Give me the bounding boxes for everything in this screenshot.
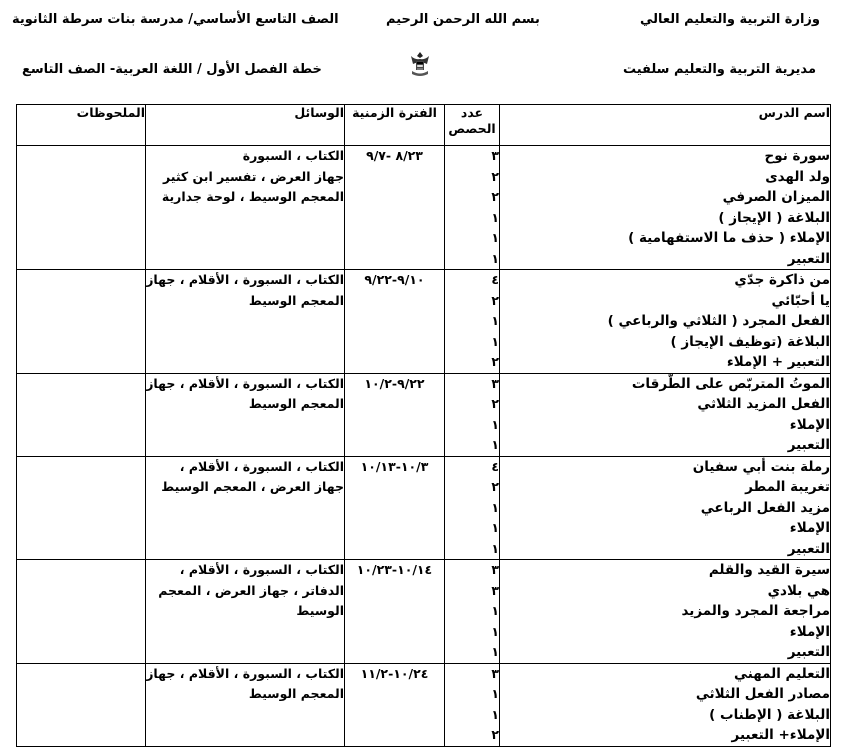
lesson-name: البلاغة (توظيف الإيجاز ) bbox=[670, 333, 830, 350]
lesson-name: ولد الهدى bbox=[765, 168, 830, 185]
lessons-cell bbox=[500, 373, 831, 456]
lesson-name: رملة بنت أبي سفيان bbox=[692, 458, 830, 475]
notes-cell bbox=[17, 270, 146, 374]
tools-cell bbox=[146, 270, 345, 374]
tool-line: الوسيط bbox=[296, 603, 344, 618]
periods-cell bbox=[445, 270, 500, 374]
lesson-name: التعبير bbox=[787, 540, 830, 557]
lesson-periods: ٤ bbox=[491, 272, 499, 287]
timeframe-value: ١٠/١٤-١٠/٢٣ bbox=[356, 562, 433, 577]
lesson-periods: ١ bbox=[491, 706, 499, 722]
tool-line: الكتاب ، السبورة bbox=[242, 148, 344, 163]
notes-cell bbox=[17, 663, 146, 746]
timeframe-cell bbox=[345, 456, 445, 560]
lesson-name: التعبير + الإملاء bbox=[726, 354, 830, 370]
table-row bbox=[17, 373, 831, 456]
palestine-emblem-icon bbox=[407, 50, 433, 78]
lessons-cell bbox=[500, 270, 831, 374]
tool-line: الكتاب ، السبورة ، الأقلام ، جهاز bbox=[146, 272, 344, 287]
lesson-periods: ٢ bbox=[491, 396, 499, 411]
periods-cell bbox=[445, 373, 500, 456]
table-row bbox=[17, 270, 831, 374]
table-row bbox=[17, 146, 831, 270]
timeframe-cell bbox=[345, 663, 445, 746]
timeframe-value: ١٠/٣-١٠/١٣ bbox=[360, 458, 429, 474]
timeframe-value: ٩/٢٢-١٠/٢ bbox=[364, 375, 425, 391]
basmala: بسم الله الرحمن الرحيم bbox=[386, 12, 540, 27]
tool-line: جهاز العرض ، المعجم الوسيط bbox=[161, 479, 344, 494]
lesson-periods: ١ bbox=[491, 416, 499, 432]
periods-cell bbox=[445, 663, 500, 746]
lessons-cell bbox=[500, 560, 831, 664]
table-row bbox=[17, 456, 831, 560]
lesson-name: البلاغة ( الإيجاز ) bbox=[718, 209, 830, 226]
lesson-periods: ٣ bbox=[491, 562, 499, 577]
lesson-name: تغريبة المطر bbox=[745, 479, 830, 495]
lesson-name: مزيد الفعل الرباعي bbox=[700, 499, 830, 516]
lesson-periods: ١ bbox=[491, 313, 499, 328]
lesson-name: الفعل المزيد الثلاثي bbox=[697, 396, 830, 412]
lessons-cell bbox=[500, 663, 831, 746]
lesson-name: التعبير bbox=[787, 250, 830, 267]
tool-line: المعجم الوسيط bbox=[248, 686, 344, 701]
directorate-title: مديرية التربية والتعليم سلفيت bbox=[622, 62, 816, 77]
timeframe-cell bbox=[345, 146, 445, 270]
lesson-name: التعبير bbox=[787, 644, 830, 660]
lesson-periods: ١ bbox=[491, 686, 499, 701]
lesson-periods: ١ bbox=[491, 333, 499, 349]
lesson-periods: ١ bbox=[491, 499, 499, 515]
timeframe-cell bbox=[345, 270, 445, 374]
lessons-cell bbox=[500, 146, 831, 270]
timeframe-value: ١٠/٢٤-١١/٢ bbox=[360, 665, 429, 681]
tools-cell bbox=[146, 663, 345, 746]
lesson-periods: ٢ bbox=[491, 292, 499, 308]
lesson-periods: ٣ bbox=[491, 665, 499, 681]
lesson-periods: ٢ bbox=[491, 354, 499, 369]
lesson-periods: ١ bbox=[491, 209, 499, 225]
lesson-name: الفعل المجرد ( الثلاثي والرباعي ) bbox=[607, 313, 830, 329]
lesson-name: سيرة القيد والقلم bbox=[708, 562, 830, 578]
tool-line: الكتاب ، السبورة ، الأقلام ، bbox=[179, 562, 344, 577]
tools-cell bbox=[146, 560, 345, 664]
tool-line: المعجم الوسيط bbox=[248, 396, 344, 411]
col-periods-header-line2: الحصص bbox=[448, 121, 496, 136]
lesson-name: مراجعة المجرد والمزيد bbox=[681, 603, 830, 619]
lesson-periods: ٢ bbox=[491, 479, 499, 494]
lesson-periods: ٢ bbox=[491, 168, 499, 184]
col-lesson-header: اسم الدرس bbox=[500, 105, 831, 146]
lesson-name: الموتُ المتربّص على الطّرقات bbox=[631, 375, 830, 392]
tool-line: الكتاب ، السبورة ، الأقلام ، bbox=[179, 458, 344, 474]
notes-cell bbox=[17, 373, 146, 456]
lesson-name: الإملاء ( حذف ما الاستفهامية ) bbox=[628, 230, 830, 246]
table-row bbox=[17, 560, 831, 664]
lesson-name: يا أحبّائي bbox=[771, 292, 830, 309]
ministry-title: وزارة التربية والتعليم العالي bbox=[639, 12, 820, 27]
table-header-row bbox=[17, 105, 831, 146]
timeframe-value: ٩/١٠-٩/٢٢ bbox=[364, 272, 425, 287]
lesson-name: الإملاء bbox=[789, 416, 830, 433]
class-school: الصف التاسع الأساسي/ مدرسة بنات سرطة الثانوية bbox=[12, 12, 339, 27]
lesson-periods: ١ bbox=[491, 520, 499, 535]
lesson-name: الإملاء bbox=[789, 623, 830, 640]
lesson-name: الإملاء+ التعبير bbox=[731, 727, 830, 743]
lesson-name: الإملاء bbox=[789, 520, 830, 536]
lesson-periods: ١ bbox=[491, 644, 499, 659]
tool-line: المعجم الوسيط ، لوحة جدارية bbox=[161, 189, 344, 204]
lesson-periods: ٣ bbox=[491, 375, 499, 391]
lesson-name: البلاغة ( الإطناب ) bbox=[709, 706, 830, 723]
tools-cell bbox=[146, 373, 345, 456]
tool-line: الكتاب ، السبورة ، الأقلام ، جهاز bbox=[146, 375, 344, 391]
tools-cell bbox=[146, 456, 345, 560]
tools-cell bbox=[146, 146, 345, 270]
lesson-periods: ٣ bbox=[491, 582, 499, 598]
periods-cell bbox=[445, 560, 500, 664]
tool-line: الدفاتر ، جهاز العرض ، المعجم bbox=[158, 582, 344, 598]
lesson-periods: ١ bbox=[491, 230, 499, 245]
lesson-periods: ١ bbox=[491, 437, 499, 452]
lesson-periods: ٢ bbox=[491, 727, 499, 742]
lesson-name: التعبير bbox=[787, 437, 830, 453]
tool-line: الكتاب ، السبورة ، الأقلام ، جهاز bbox=[146, 665, 344, 681]
lesson-name: من ذاكرة جدّي bbox=[734, 272, 830, 288]
col-periods-header bbox=[445, 105, 500, 146]
notes-cell bbox=[17, 146, 146, 270]
lesson-periods: ٣ bbox=[491, 148, 499, 163]
lesson-name: هي بلادي bbox=[767, 582, 830, 599]
lesson-name: سورة نوح bbox=[764, 148, 830, 164]
lesson-periods: ٤ bbox=[491, 458, 499, 474]
col-periods-header-line1: عدد bbox=[460, 105, 484, 120]
periods-cell bbox=[445, 456, 500, 560]
lesson-periods: ١ bbox=[491, 623, 499, 639]
timeframe-value: ٨/٢٣ -٩/٧ bbox=[366, 148, 423, 163]
col-notes-header: الملحوظات bbox=[17, 105, 146, 146]
col-tools-header: الوسائل bbox=[146, 105, 345, 146]
periods-cell bbox=[445, 146, 500, 270]
lesson-name: مصادر الفعل الثلاثي bbox=[695, 686, 830, 702]
lesson-name: التعليم المهني bbox=[734, 665, 830, 682]
lesson-periods: ١ bbox=[491, 540, 499, 556]
col-timeframe-header: الفترة الزمنية bbox=[345, 105, 445, 146]
lesson-plan-table bbox=[16, 104, 831, 747]
tool-line: المعجم الوسيط bbox=[248, 292, 344, 308]
timeframe-cell bbox=[345, 560, 445, 664]
notes-cell bbox=[17, 560, 146, 664]
lesson-periods: ٢ bbox=[491, 189, 499, 204]
lessons-cell bbox=[500, 456, 831, 560]
timeframe-cell bbox=[345, 373, 445, 456]
lesson-name: الميزان الصرفي bbox=[722, 189, 830, 205]
plan-title: خطة الفصل الأول / اللغة العربية- الصف التاسع bbox=[22, 62, 322, 77]
notes-cell bbox=[17, 456, 146, 560]
lesson-periods: ١ bbox=[491, 250, 499, 266]
table-row bbox=[17, 663, 831, 746]
tool-line: جهاز العرض ، تفسير ابن كثير bbox=[162, 168, 344, 184]
lesson-periods: ١ bbox=[491, 603, 499, 618]
